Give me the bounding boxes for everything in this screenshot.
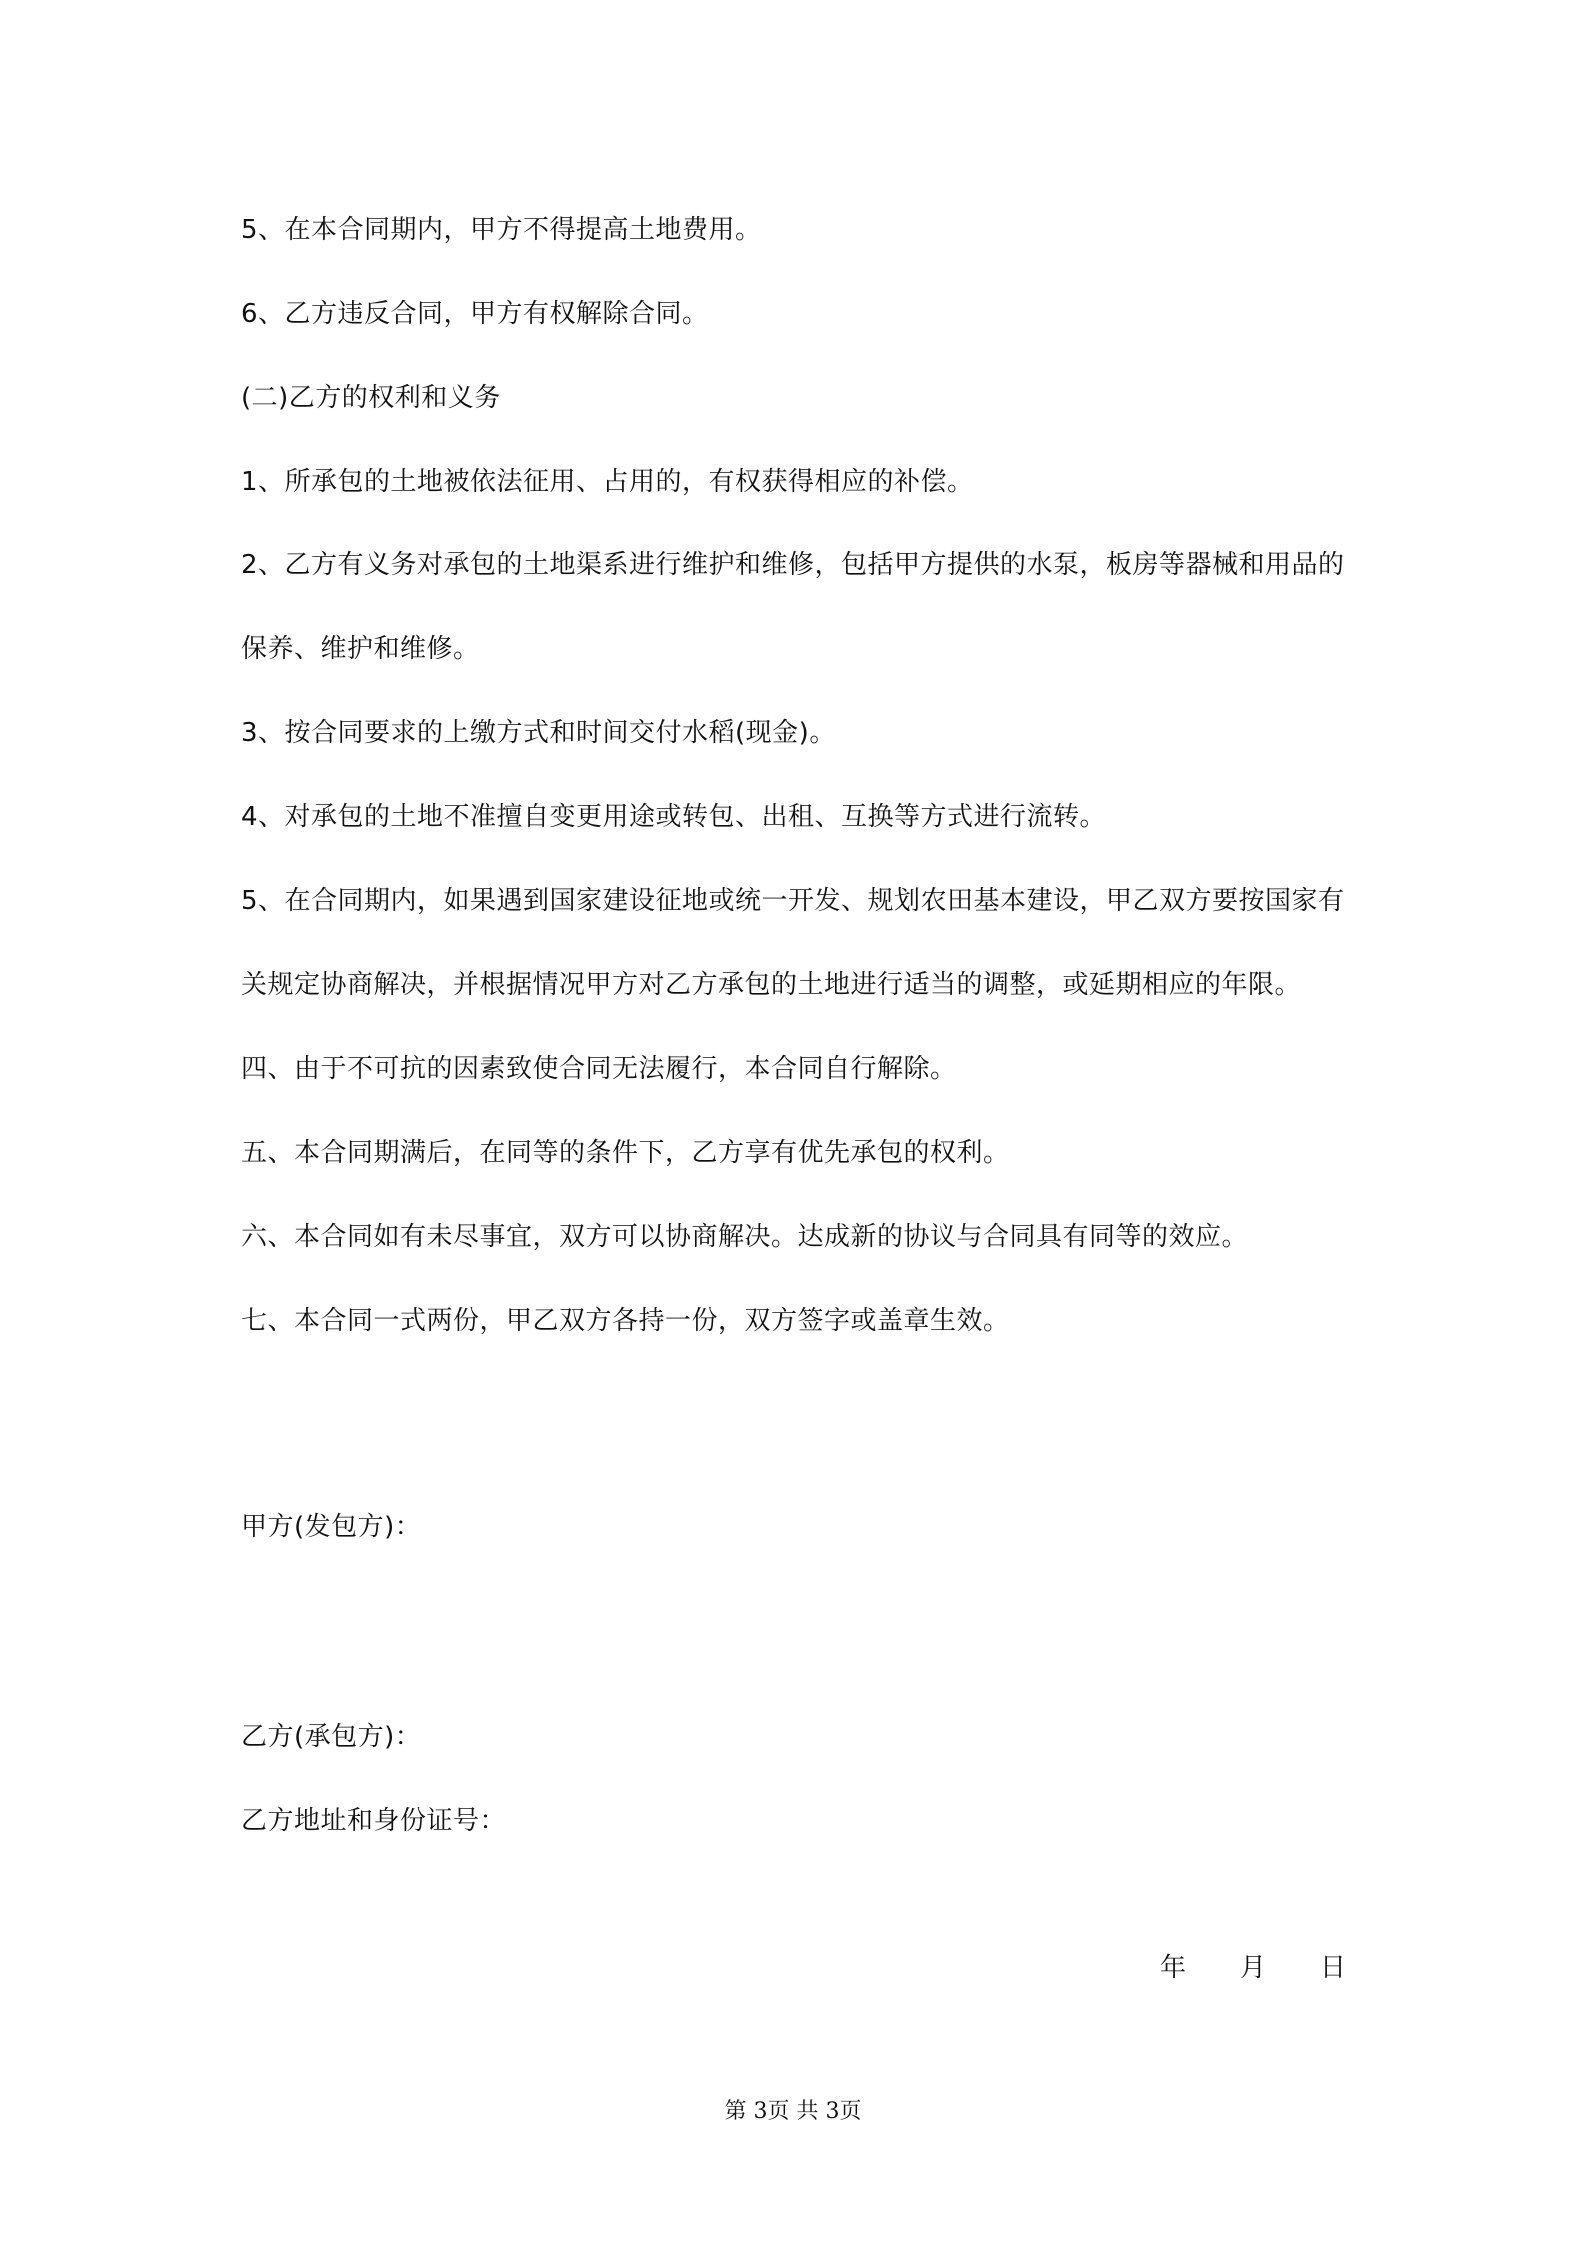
clause-b-4: 4、对承包的土地不准擅自变更用途或转包、出租、互换等方式进行流转。 bbox=[241, 802, 1107, 832]
date-month-label: 月 bbox=[1240, 1953, 1267, 1983]
article-7: 七、本合同一式两份，甲乙双方各持一份，双方签字或盖章生效。 bbox=[241, 1306, 1010, 1336]
clause-a-6: 6、乙方违反合同，甲方有权解除合同。 bbox=[241, 299, 709, 329]
clause-b-2: 2、乙方有义务对承包的土地渠系进行维护和维修，包括甲方提供的水泵，板房等器械和用品的 bbox=[241, 550, 1345, 580]
date-year-label: 年 bbox=[1160, 1953, 1187, 1983]
party-b-address-label: 乙方地址和身份证号： bbox=[241, 1806, 507, 1836]
date-day-label: 日 bbox=[1320, 1953, 1347, 1983]
clause-b-3: 3、按合同要求的上缴方式和时间交付水稻(现金)。 bbox=[241, 718, 836, 748]
party-a-signature-label: 甲方(发包方)： bbox=[241, 1512, 422, 1542]
clause-a-5: 5、在本合同期内，甲方不得提高土地费用。 bbox=[241, 215, 762, 245]
article-4: 四、由于不可抗的因素致使合同无法履行，本合同自行解除。 bbox=[241, 1054, 957, 1084]
clause-b-1: 1、所承包的土地被依法征用、占用的，有权获得相应的补偿。 bbox=[241, 467, 974, 497]
page-footer: 第 3页 共 3页 bbox=[724, 2099, 862, 2124]
clause-b-5-continued: 关规定协商解决，并根据情况甲方对乙方承包的土地进行适当的调整，或延期相应的年限。 bbox=[241, 970, 1302, 1000]
clause-b-2-continued: 保养、维护和维修。 bbox=[241, 634, 480, 664]
article-5: 五、本合同期满后，在同等的条件下，乙方享有优先承包的权利。 bbox=[241, 1138, 1010, 1168]
article-6: 六、本合同如有未尽事宜，双方可以协商解决。达成新的协议与合同具有同等的效应。 bbox=[241, 1222, 1249, 1252]
clause-b-5: 5、在合同期内，如果遇到国家建设征地或统一开发、规划农田基本建设，甲乙双方要按国家有 bbox=[241, 886, 1345, 916]
party-b-signature-label: 乙方(承包方)： bbox=[241, 1722, 422, 1752]
section-heading-party-b-rights: (二)乙方的权利和义务 bbox=[241, 383, 501, 413]
